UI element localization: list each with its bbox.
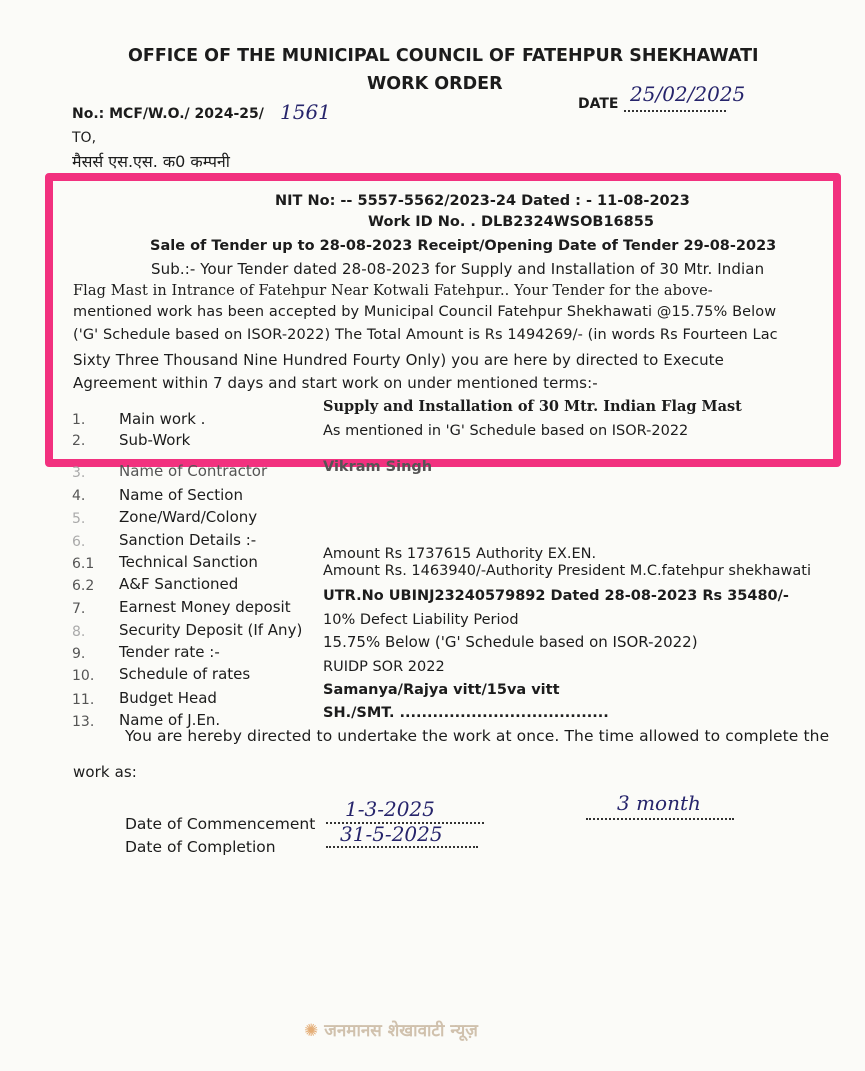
nit-line: NIT No: -- 5557-5562/2023-24 Dated : - 11-08-2023 (275, 193, 690, 209)
duration-value: 3 month (617, 791, 701, 815)
term-number: 1. (72, 412, 86, 428)
term-number: 8. (72, 624, 86, 640)
term-value: SH./SMT. ...................................... (323, 705, 609, 721)
term-number: 13. (72, 714, 95, 730)
watermark-logo-icon: ✺ (304, 1021, 319, 1041)
term-value: Amount Rs. 1463940/-Authority President M.C.fatehpur shekhawati (323, 563, 811, 579)
commencement-label: Date of Commencement (125, 815, 316, 833)
term-number: 7. (72, 601, 86, 617)
term-number: 4. (72, 488, 86, 504)
term-value: Amount Rs 1737615 Authority EX.EN. (323, 546, 597, 562)
paragraph-line-1: Sub.:- Your Tender dated 28-08-2023 for Supply and Installation of 30 Mtr. Indian (151, 260, 765, 278)
term-label: Budget Head (119, 689, 217, 707)
term-label: Earnest Money deposit (119, 598, 291, 616)
term-label: Technical Sanction (119, 553, 258, 571)
paragraph-line-2: Flag Mast in Intrance of Fatehpur Near Kotwali Fatehpur.. Your Tender for the above- (73, 283, 713, 299)
term-number: 11. (72, 692, 95, 708)
sale-line: Sale of Tender up to 28-08-2023 Receipt/Opening Date of Tender 29-08-2023 (150, 238, 777, 254)
paragraph-line-6: Agreement within 7 days and start work on under mentioned terms:- (73, 374, 598, 392)
term-number: 2. (72, 433, 86, 449)
work-order-number-label: No.: MCF/W.O./ 2024-25/ (72, 106, 264, 122)
term-number: 9. (72, 646, 86, 662)
date-value: 25/02/2025 (630, 82, 746, 106)
paragraph-line-4: ('G' Schedule based on ISOR-2022) The Total Amount is Rs 1494269/- (in words Rs Fourteen Lac (73, 327, 778, 343)
term-label: Zone/Ward/Colony (119, 508, 258, 526)
paragraph-line-3: mentioned work has been accepted by Municipal Council Fatehpur Shekhawati @15.75% Below (73, 304, 777, 320)
completion-value: 31-5-2025 (340, 822, 443, 846)
term-label: Name of Section (119, 486, 243, 504)
addressee: मैसर्स एस.एस. क0 कम्पनी (72, 152, 230, 171)
date-label: DATE (578, 96, 619, 112)
term-value: 15.75% Below ('G' Schedule based on ISOR-2022) (323, 633, 698, 651)
term-value: UTR.No UBINJ23240579892 Dated 28-08-2023 Rs 35480/- (323, 588, 789, 604)
document-title: WORK ORDER (367, 74, 503, 94)
closing-line-2: work as: (73, 763, 137, 781)
term-label: Name of J.En. (119, 711, 221, 729)
term-value: Samanya/Rajya vitt/15va vitt (323, 682, 560, 698)
term-label: Schedule of rates (119, 665, 251, 683)
term-value: As mentioned in 'G' Schedule based on ISOR-2022 (323, 423, 689, 439)
office-title: OFFICE OF THE MUNICIPAL COUNCIL OF FATEHPUR SHEKHAWATI (128, 46, 759, 66)
work-order-number-value: 1561 (280, 100, 331, 124)
commencement-value: 1-3-2025 (345, 797, 435, 821)
to-label: TO, (72, 130, 97, 146)
watermark-text: जनमानस शेखावाटी न्यूज़ (324, 1021, 478, 1041)
term-value: Supply and Installation of 30 Mtr. Indian Flag Mast (323, 398, 742, 415)
term-number: 10. (72, 668, 95, 684)
term-value: RUIDP SOR 2022 (323, 659, 445, 675)
term-label: Name of Contractor (119, 462, 268, 480)
completion-label: Date of Completion (125, 838, 276, 856)
term-value: 10% Defect Liability Period (323, 612, 519, 628)
term-number: 6.2 (72, 578, 95, 594)
term-label: Security Deposit (If Any) (119, 621, 303, 639)
term-label: Main work . (119, 410, 206, 428)
term-number: 6.1 (72, 556, 95, 572)
term-label: Tender rate :- (119, 643, 220, 661)
term-number: 3. (72, 465, 86, 481)
term-number: 5. (72, 511, 86, 527)
work-id: Work ID No. . DLB2324WSOB16855 (368, 214, 654, 230)
term-number: 6. (72, 534, 86, 550)
watermark (304, 1018, 478, 1041)
paragraph-line-5: Sixty Three Thousand Nine Hundred Fourty Only) you are here by directed to Execute (73, 351, 724, 369)
term-label: A&F Sanctioned (119, 575, 239, 593)
term-label: Sanction Details :- (119, 531, 257, 549)
closing-line-1: You are hereby directed to undertake the work at once. The time allowed to complete the (125, 727, 830, 745)
term-label: Sub-Work (119, 431, 191, 449)
term-value: Vikram Singh (323, 459, 433, 475)
